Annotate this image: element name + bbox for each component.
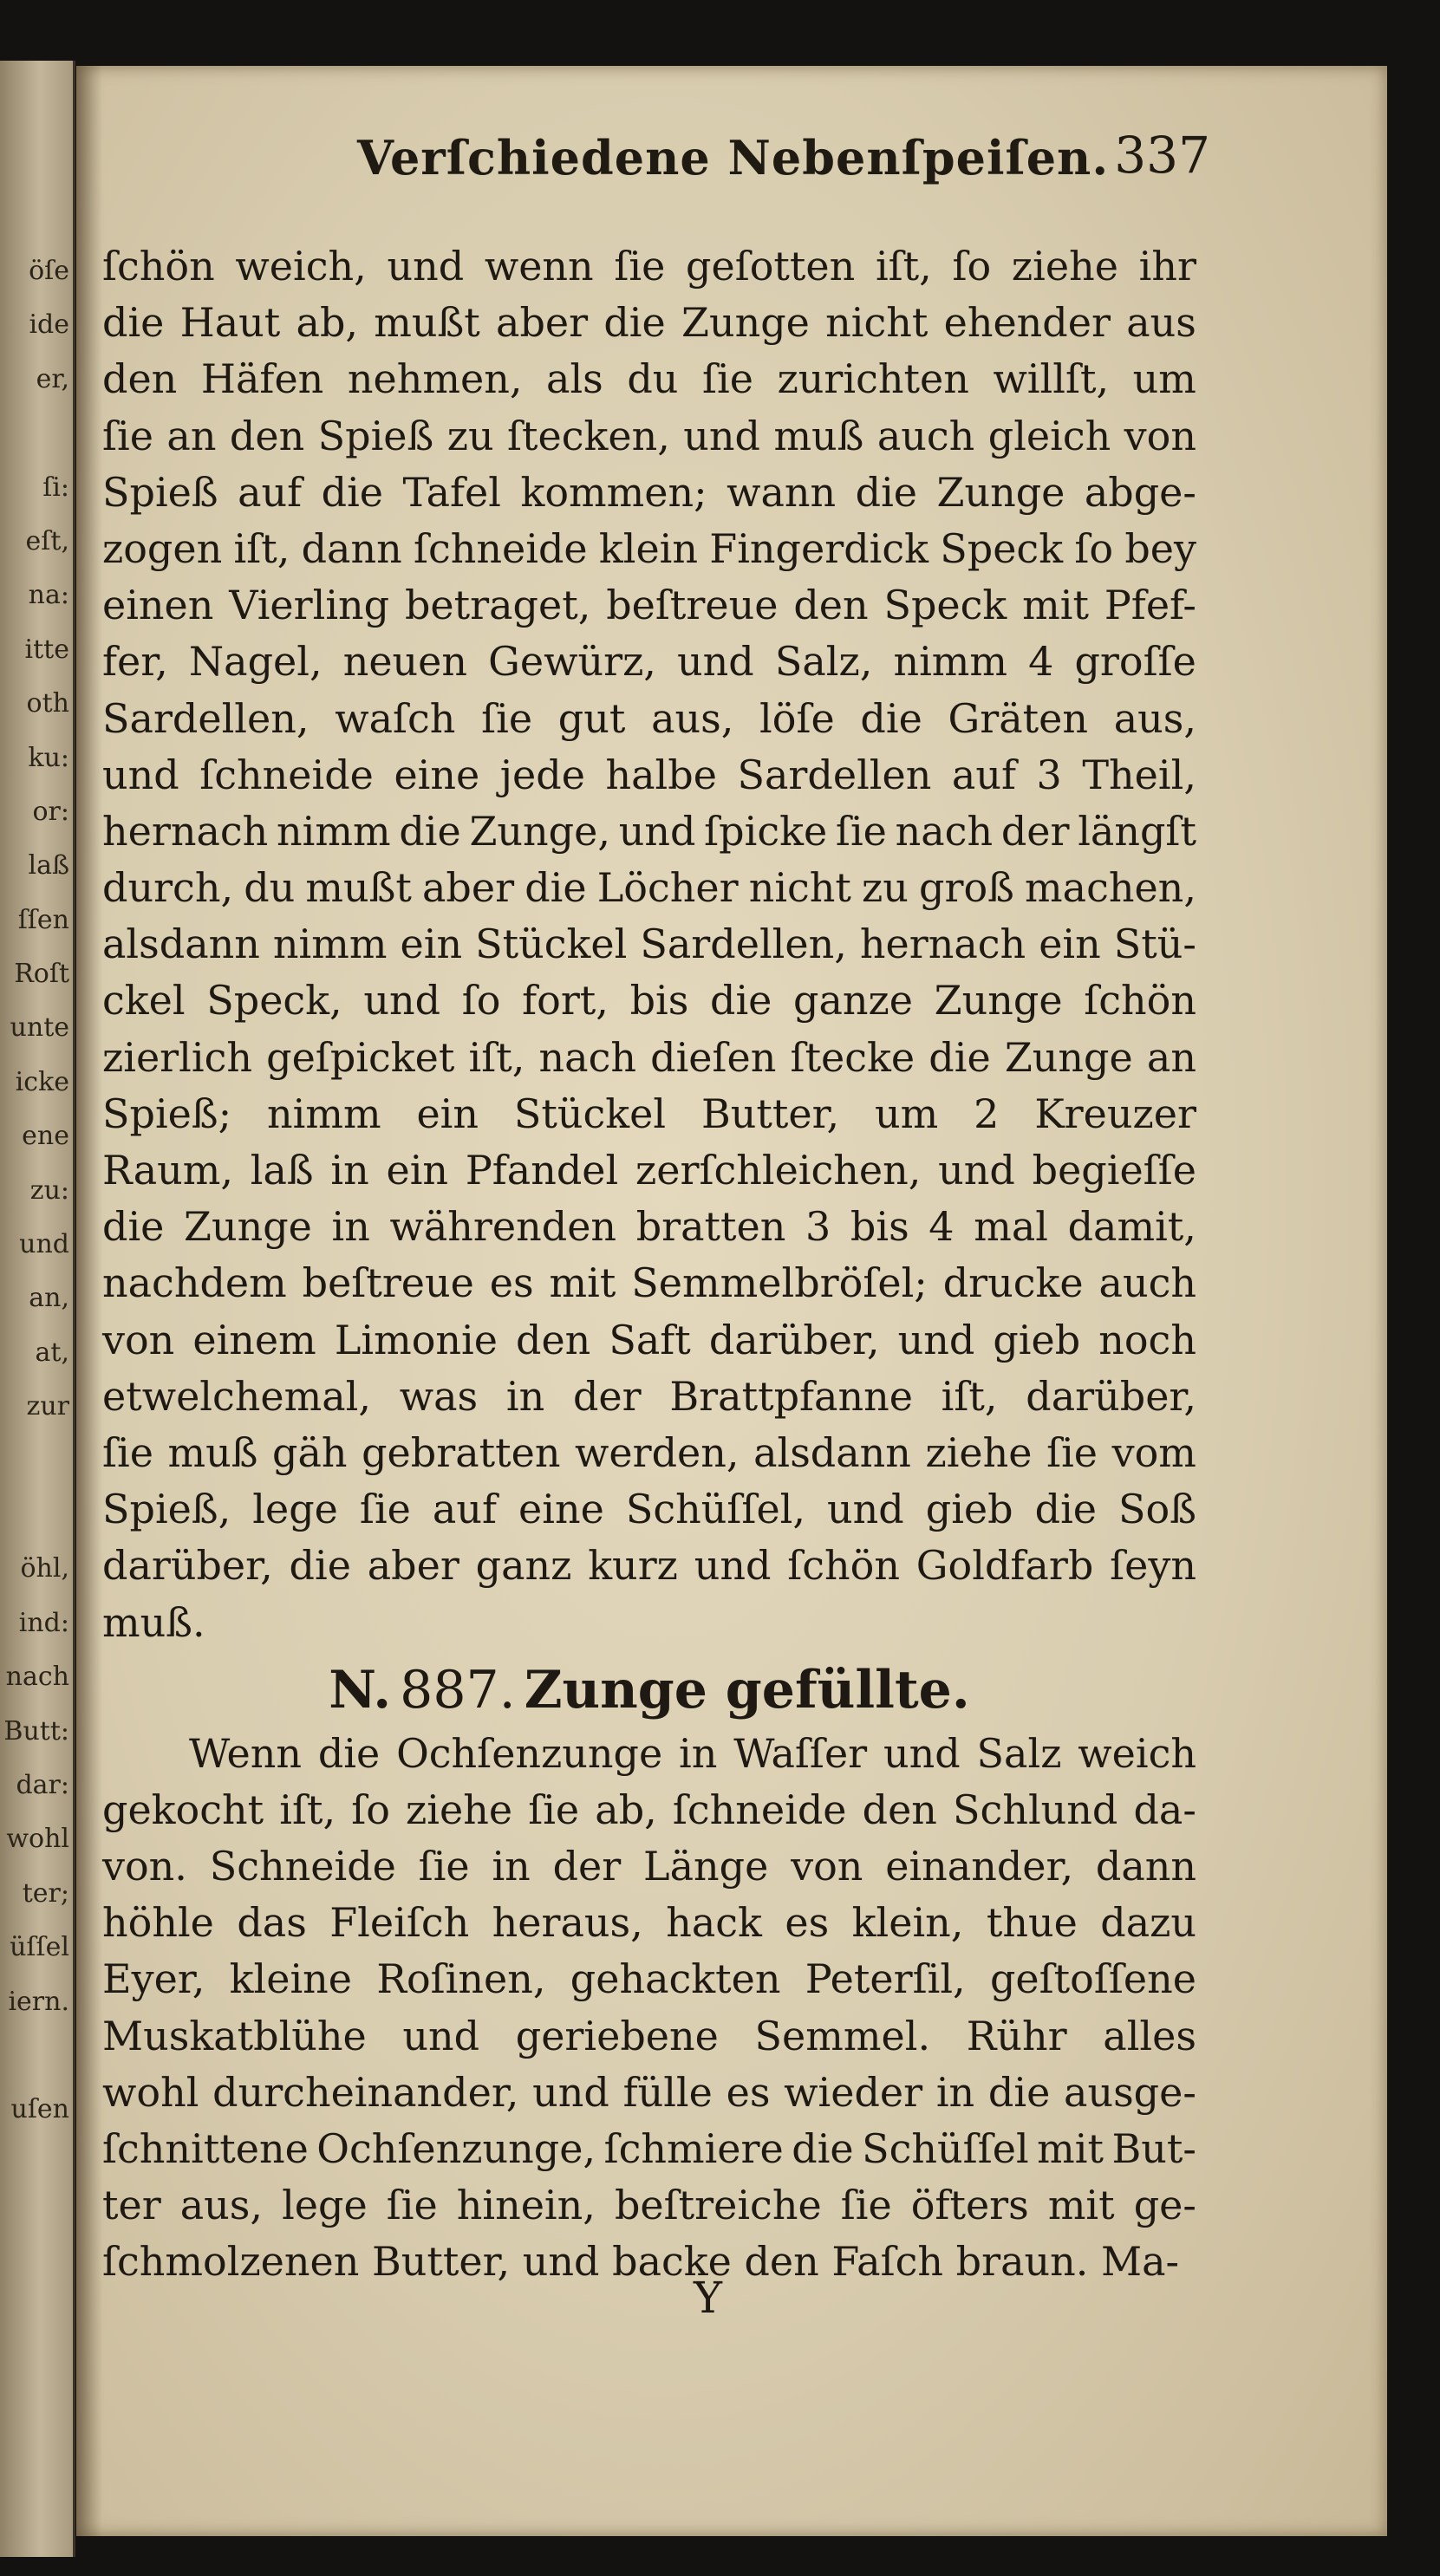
text-line: Muskatblühe und geriebene Semmel. Rühr alles [102,2012,1196,2059]
left-page-fragment: öſe [29,256,69,286]
left-page-fragment: und [19,1229,69,1260]
text-line: ſchnittene Ochſenzunge, ſchmiere die Schüſſel mit But- [102,2125,1196,2172]
text-line: ſchmolzenen Butter, und backe den Faſch braun. Ma- [102,2238,1180,2286]
text-line: Spieß auf die Tafel kommen; wann die Zunge abge- [102,468,1196,516]
text-line: Sardellen, waſch ſie gut aus, löſe die Gräten aus, [102,694,1196,742]
left-page-fragment: nach [5,1662,69,1693]
left-page-fragment: icke [15,1066,69,1097]
left-page-fragment: ſi: [42,472,69,503]
text-line: von einem Limonie den Saft darüber, und gieb noch [102,1316,1196,1363]
text-line: etwelchemal, was in der Brattpfanne iſt, darüber, [102,1372,1196,1420]
left-page-fragment: ku: [28,742,69,773]
gutter-shadow [76,66,102,2536]
text-line: muß. [102,1598,205,1646]
recipe-number: 887. [400,1659,516,1721]
left-page-fragment: an, [29,1283,69,1314]
text-line: von. Schneide ſie in der Länge von einander, dann [102,1843,1196,1890]
left-page-fragment: er, [36,363,69,394]
text-line: zogen iſt, dann ſchneide klein Fingerdick Speck ſo bey [102,524,1196,572]
text-line: hernach nimm die Zunge, und ſpicke ſie nach der längſt [102,807,1196,855]
left-page-fragment: or: [32,796,69,827]
text-line: Spieß; nimm ein Stückel Butter, um 2 Kreuzer [102,1090,1196,1137]
left-page-fragment: dar: [16,1769,69,1800]
text-line: den Häfen nehmen, als du ſie zurichten willſt, um [102,355,1196,403]
text-line: die Haut ab, mußt aber die Zunge nicht ehender aus [102,299,1196,347]
left-page-fragment: eſt, [25,525,69,556]
text-line: Wenn die Ochſenzunge in Waſſer und Salz weich [189,1729,1196,1777]
body-text [102,238,1196,2291]
text-line: ſie an den Spieß zu ſtecken, und muß auch gleich von [102,412,1196,459]
text-line: darüber, die aber ganz kurz und ſchön Goldfarb ſeyn [102,1542,1196,1590]
running-head: Verſchiedene Nebenſpeiſen. [357,130,1110,185]
left-page-fragment: öhl, [20,1553,69,1584]
text-line: gekocht iſt, ſo ziehe ſie ab, ſchneide den Schlund da- [102,1786,1196,1833]
text-line: Spieß, lege ſie auf eine Schüſſel, und gieb die Soß [102,1486,1196,1533]
left-page-fragment: ind: [18,1607,69,1638]
text-line: ter aus, lege ſie hinein, beſtreiche ſie öfters mit ge- [102,2182,1196,2229]
text-line: durch, du mußt aber die Löcher nicht zu groß machen, [102,864,1196,912]
text-line: fer, Nagel, neuen Gewürz, und Salz, nimm 4 groſſe [102,638,1196,686]
left-page-fragment: ide [29,309,69,341]
text-line: nachdem beſtreue es mit Semmelbröſel; drucke auch [102,1259,1196,1307]
left-page-fragment [3,1434,69,1488]
left-page-fragment: ter; [22,1877,69,1909]
left-page-fragment: ene [22,1121,69,1152]
left-page-fragment: üſſel [10,1932,69,1963]
recipe-heading [102,1655,1196,1726]
recipe-prefix: N. [329,1659,392,1721]
left-page-fragment: ſſen [17,904,69,935]
text-line: einen Vierling betraget, beſtreue den Speck mit Pfef- [102,582,1196,629]
text-line: Eyer, kleine Roſinen, gehackten Peterſil, geſtoſſene [102,1955,1196,2003]
text-line: die Zunge in währenden bratten 3 bis 4 mal damit, [102,1203,1196,1251]
left-page-fragment [3,407,69,460]
left-page-fragment: at, [35,1337,69,1368]
left-page-fragments [3,244,69,2137]
left-page-fragment: na: [28,580,69,611]
left-page-fragment: laß [28,850,69,881]
left-page-fragment: zur [26,1391,69,1422]
recipe-title: Zunge gefüllte. [524,1659,970,1721]
text-line: ſie muß gäh gebratten werden, alsdann ziehe ſie vom [102,1428,1196,1476]
paragraph-tongue-roast [102,238,1196,1651]
left-page-fragment: Roſt [14,959,69,990]
text-line: ckel Speck, und ſo fort, bis die ganze Zunge ſchön [102,977,1196,1025]
left-page-fragment [3,2029,69,2083]
left-page-fragment: itte [24,634,69,665]
page-number: 337 [1114,126,1210,185]
text-line: wohl durcheinander, und fülle es wieder in die ausge- [102,2068,1196,2116]
left-page-fragment: wohl [6,1824,69,1855]
text-line: höhle das Fleiſch heraus, hack es klein, thue dazu [102,1899,1196,1947]
left-page-edge [0,61,75,2557]
text-line: alsdann nimm ein Stückel Sardellen, hernach ein Stü- [102,920,1196,968]
text-line: Raum, laß in ein Pfandel zerſchleichen, und begieſſe [102,1147,1196,1194]
paragraph-stuffed-tongue [102,1726,1196,2291]
left-page-fragment: iern. [8,1986,69,2017]
left-page-fragment: zu: [29,1174,69,1206]
left-page-fragment: unte [10,1012,69,1044]
left-page-fragment [3,1488,69,1542]
left-page-fragment: oth [26,688,69,719]
text-line: und ſchneide eine jede halbe Sardellen auf 3 Theil, [102,751,1196,798]
catchword: Y [694,2273,723,2323]
left-page-fragment: uſen [10,2094,69,2125]
text-line: ſchön weich, und wenn ſie geſotten iſt, ſo ziehe ihr [102,243,1196,289]
left-page-fragment: Butt: [3,1715,69,1747]
text-line: zierlich geſpicket iſt, nach dieſen ſtecke die Zunge an [102,1033,1196,1081]
